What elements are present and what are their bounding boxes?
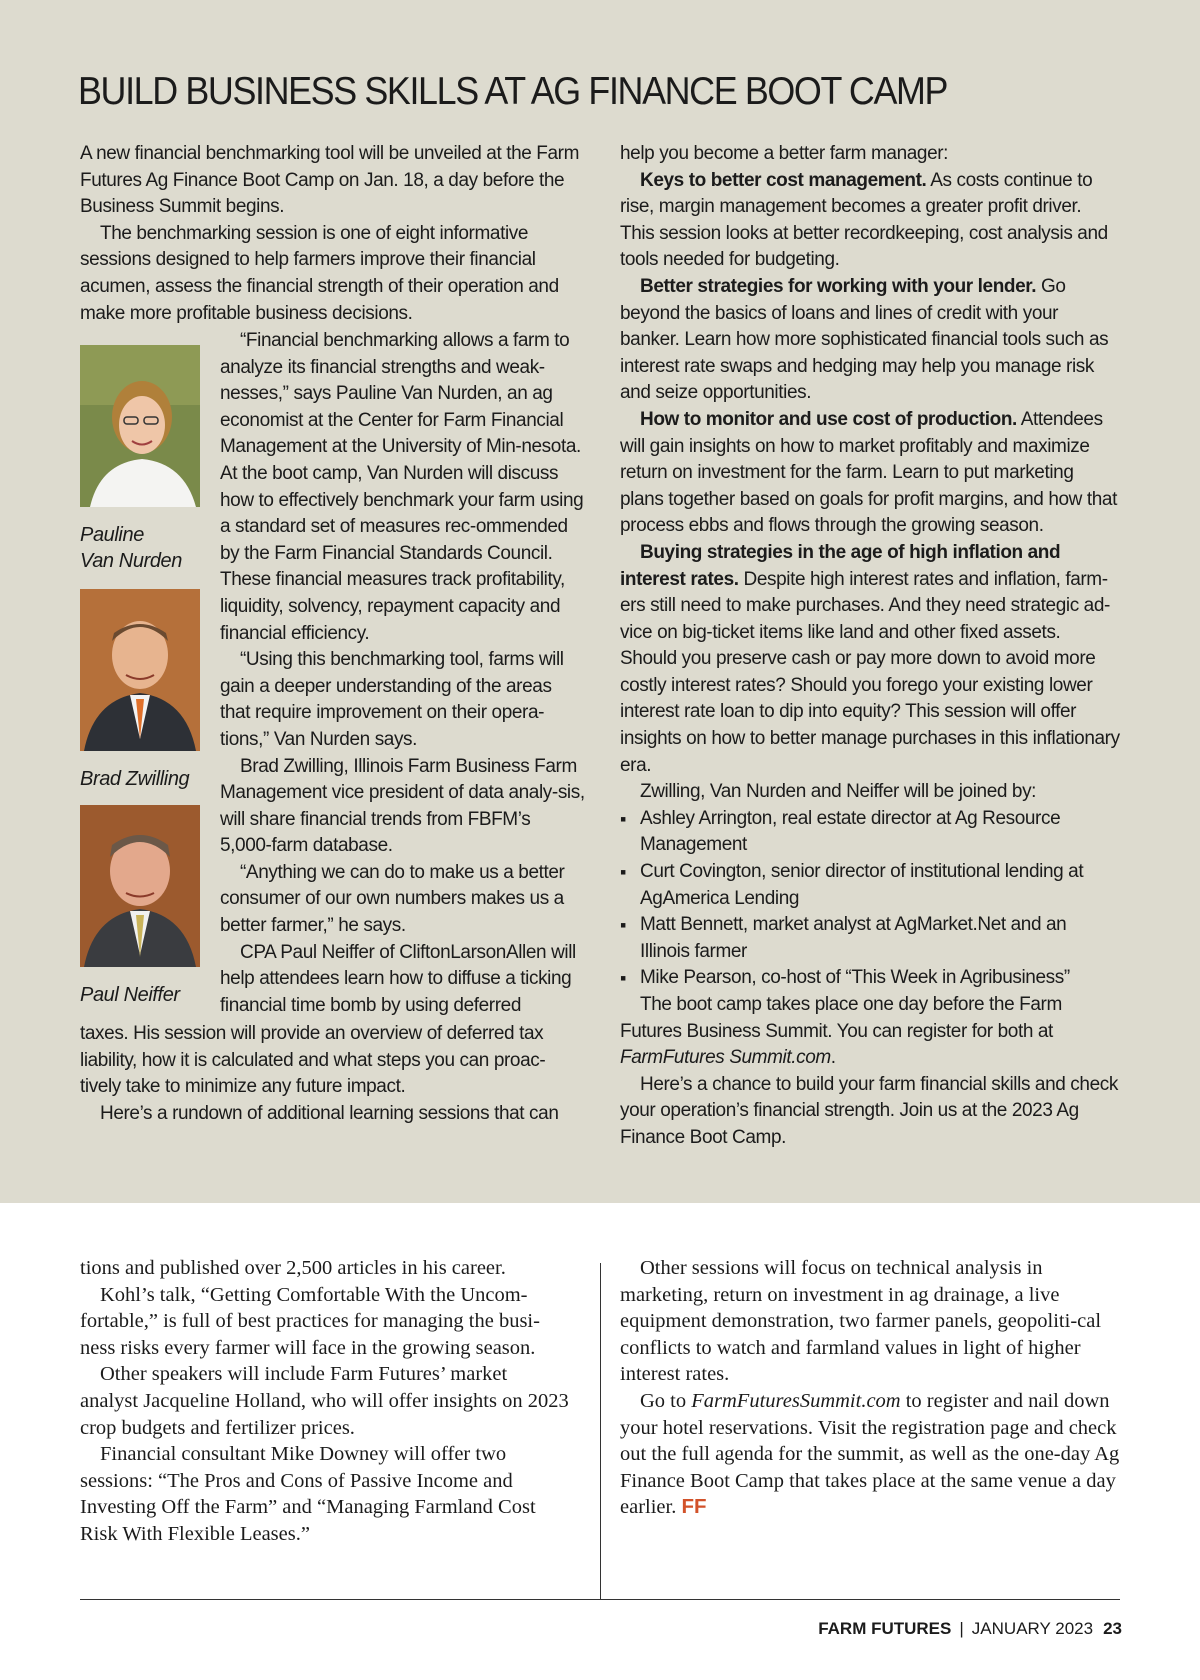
summit-link[interactable]: FarmFuturesSummit.com — [691, 1389, 901, 1412]
sidebar-paragraph: Here’s a rundown of additional learning sessions that can — [100, 1102, 559, 1124]
session-heading: Keys to better cost management. — [640, 169, 927, 191]
footer-rule — [80, 1599, 1120, 1600]
article-paragraph: Kohl’s talk, “Getting Comfortable With the Uncom-fortable,” is full of best practices for managing the busi-ness risks every farmer will face in the growing season. — [80, 1283, 540, 1359]
page-footer — [818, 1619, 1122, 1639]
main-left-column — [80, 1255, 570, 1548]
publication-name: FARM FUTURES — [818, 1619, 952, 1638]
sidebar-paragraph: A new financial benchmarking tool will be unveiled at the Farm Futures Ag Finance Boot Camp on Jan. 18, a day before the Business Summit begins. — [80, 143, 580, 218]
caption-brad: Brad Zwilling — [80, 768, 190, 790]
speaker-list — [620, 806, 1120, 992]
photo-pauline-van-nurden — [80, 345, 200, 507]
page-number: 23 — [1103, 1619, 1122, 1638]
sidebar-narrow-column — [220, 328, 585, 1019]
sidebar-paragraph: The boot camp takes place one day before the Farm Futures Business Summit. You can register for both at FarmFutures Summit.com. — [620, 994, 1062, 1069]
sidebar-right-column — [620, 141, 1120, 1152]
sidebar-paragraph: “Financial benchmarking allows a farm to analyze its financial strengths and weak-nesses,” says Pauline Van Nurden, an ag economist at the Center for Farm Financial Management at the University of Min-nesota. At the boot camp, Van Nurden will discuss how to effectively benchmark your farm using a standard set of measures rec-ommended by the Farm Financial Standards Council. These financial measures track profitability, liquidity, solvency, repayment capacity and financial efficiency. — [220, 330, 584, 644]
sidebar-paragraph: Brad Zwilling, Illinois Farm Business Farm Management vice president of data analy-sis, will share financial trends from FBFM’s 5,000-farm database. — [220, 755, 585, 857]
session-buying-strategies: Buying strategies in the age of high inflation and interest rates. Despite high interest rates and inflation, farm-ers still need to make purchases. And they need strategic ad-vice on big-ticket items like land and other fixed assets. Should you preserve cash or pay more down to avoid more costly interest rates? Should you forego your existing lower interest rate loan to dip into equity? This session will offer insights on how to better manage purchases in this inflationary era. — [620, 541, 1120, 776]
sidebar-paragraph: The benchmarking session is one of eight informative sessions designed to help farmers improve their financial acumen, assess the financial strength of their operation and make more profitable business decisions. — [80, 222, 559, 324]
column-divider — [600, 1263, 601, 1600]
caption-paul: Paul Neiffer — [80, 984, 180, 1006]
article-paragraph: Other speakers will include Farm Futures’ market analyst Jacqueline Holland, who will offer insights on 2023 crop budgets and fertilizer prices. — [80, 1363, 569, 1439]
article-paragraph: tions and published over 2,500 articles in his career. — [80, 1257, 506, 1279]
article-title: BUILD BUSINESS SKILLS AT AG FINANCE BOOT CAMP — [78, 70, 948, 113]
footer-separator: | — [959, 1619, 964, 1638]
end-mark: FF — [681, 1495, 707, 1519]
sidebar-paragraph: taxes. His session will provide an overview of deferred tax liability, how it is calculated and what steps you can proac-tively take to minimize any future impact. — [80, 1023, 546, 1098]
sidebar-paragraph: Here’s a chance to build your farm financial skills and check your operation’s financial strength. Join us at the 2023 Ag Finance Boot Camp. — [620, 1073, 1118, 1148]
sidebar-paragraph: “Anything we can do to make us a better consumer of our own numbers makes us a better farmer,” he says. — [220, 861, 565, 937]
list-item: ▪ Mike Pearson, co-host of “This Week in Agribusiness” — [620, 965, 1120, 992]
issue-date: JANUARY 2023 — [971, 1619, 1094, 1638]
sidebar-paragraph: help you become a better farm manager: — [620, 143, 949, 164]
article-paragraph: Other sessions will focus on technical analysis in marketing, return on investment in ag drainage, a live equipment demonstration, two farmer panels, geopoliti-cal conflicts to watch and farmland values in light of higher interest rates. — [620, 1257, 1102, 1386]
list-item: ▪ Ashley Arrington, real estate director at Ag Resource Management — [620, 806, 1120, 859]
list-item: ▪ Curt Covington, senior director of institutional lending at AgAmerica Lending — [620, 859, 1120, 912]
article-paragraph: Go to FarmFuturesSummit.com to register and nail down your hotel reservations. Visit the registration page and check out the full agenda for the summit, as well as the one-day Ag Finance Boot Camp that takes place at the same venue a day earlier. FF — [620, 1389, 1120, 1519]
caption-pauline: Pauline Van Nurden — [80, 524, 182, 572]
main-right-column — [620, 1255, 1120, 1521]
sidebar-intro — [80, 141, 580, 327]
sidebar-paragraph: Zwilling, Van Nurden and Neiffer will be joined by: — [640, 781, 1037, 803]
session-lender: Better strategies for working with your lender. Go beyond the basics of loans and lines of credit with your banker. Learn how more sophisticated financial tools such as interest rate swaps and hedging may help you manage risk and seize opportunities. — [620, 275, 1109, 404]
sidebar-continued — [80, 1021, 585, 1127]
sidebar-paragraph: “Using this benchmarking tool, farms will gain a deeper understanding of the areas that require improvement on their opera-tions,” Van Nurden says. — [220, 649, 564, 750]
photo-brad-zwilling — [80, 589, 200, 751]
session-heading: Buying strategies in the age of high inflation and interest rates. — [620, 541, 1061, 590]
session-heading: Better strategies for working with your lender. — [640, 275, 1037, 297]
session-keys-to-cost: Keys to better cost management. As costs continue to rise, margin management becomes a greater profit driver. This session looks at better recordkeeping, cost analysis and tools needed for budgeting. — [620, 169, 1108, 271]
article-paragraph: Financial consultant Mike Downey will offer two sessions: “The Pros and Cons of Passive Income and Investing Off the Farm” and “Managing Farmland Cost Risk With Flexible Leases.” — [80, 1443, 536, 1545]
summit-link[interactable]: FarmFutures Summit.com — [620, 1047, 831, 1069]
session-cost-of-production: How to monitor and use cost of production. Attendees will gain insights on how to market profitably and maximize return on investment for the farm. Learn to put marketing plans together based on goals for profit margins, and how that process ebbs and flows through the growing season. — [620, 408, 1117, 537]
session-heading: How to monitor and use cost of production. — [640, 408, 1017, 430]
sidebar-paragraph: CPA Paul Neiffer of CliftonLarsonAllen will help attendees learn how to diffuse a ticking financial time bomb by using deferred — [220, 941, 576, 1016]
list-item: ▪ Matt Bennett, market analyst at AgMarket.Net and an Illinois farmer — [620, 912, 1120, 965]
photo-paul-neiffer — [80, 805, 200, 967]
